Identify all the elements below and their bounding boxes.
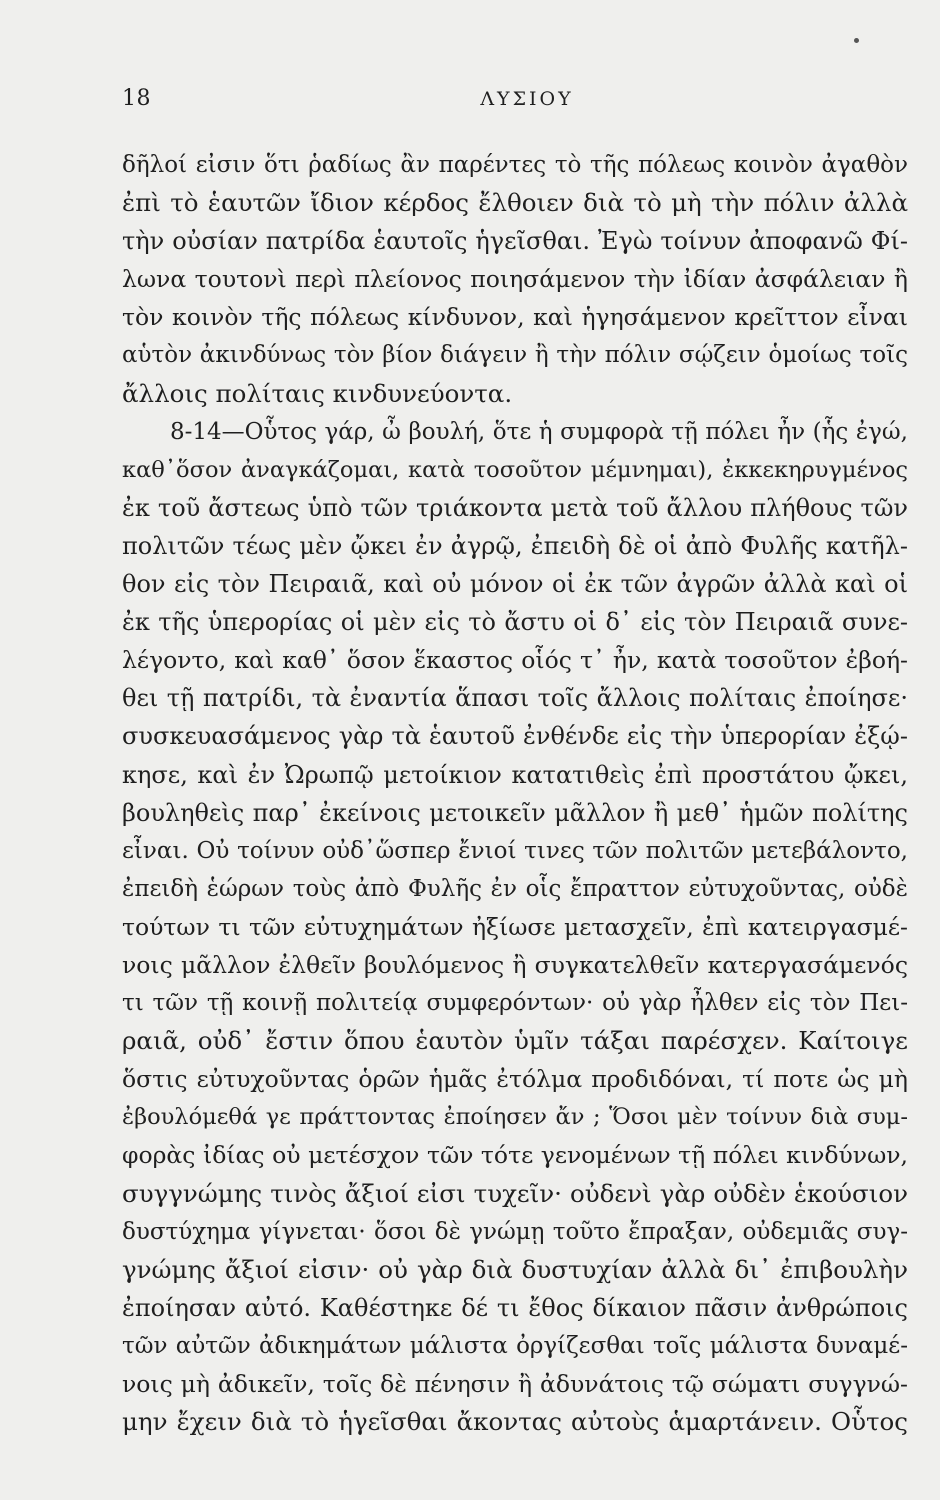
text-line: κησε, καὶ ἐν Ὠρωπῷ μετοίκιον κατατιθεὶς ἐπὶ προστάτου ᾤκει, xyxy=(122,760,908,789)
text-line: ἄλλοις πολίταις κινδυνεύοντα. xyxy=(122,378,513,408)
text-line: αὑτὸν ἀκινδύνως τὸν βίον διάγειν ἢ τὴν πόλιν σῴζειν ὁμοίως τοῖς xyxy=(122,342,908,369)
running-title: ΛΥΣΙΟΥ xyxy=(480,88,574,110)
text-line: τῶν αὐτῶν ἀδικημάτων μάλιστα ὀργίζεσθαι τοῖς μάλιστα δυναμέ- xyxy=(122,1332,908,1359)
ink-speck xyxy=(854,38,859,43)
text-line: λωνα τουτονὶ περὶ πλείονος ποιησάμενον τὴν ἰδίαν ἀσφάλειαν ἢ xyxy=(122,265,908,294)
text-line: πολιτῶν τέως μὲν ᾤκει ἐν ἀγρῷ, ἐπειδὴ δὲ οἱ ἀπὸ Φυλῆς κατῆλ- xyxy=(122,531,908,560)
text-line: ραιᾶ, οὐδ᾽ ἔστιν ὅπου ἑαυτὸν ὑμῖν τάξαι παρέσχεν. Καίτοιγε xyxy=(122,1026,908,1056)
text-line: τι τῶν τῇ κοινῇ πολιτείᾳ συμφερόντων· οὐ γὰρ ἦλθεν εἰς τὸν Πει- xyxy=(122,990,908,1017)
text-line: νοις μὴ ἀδικεῖν, τοῖς δὲ πένησιν ἢ ἀδυνάτοις τῷ σώματι συγγνώ- xyxy=(122,1370,908,1398)
text-line: τούτων τι τῶν εὐτυχημάτων ἠξίωσε μετασχεῖν, ἐπὶ κατειργασμέ- xyxy=(122,912,908,941)
page-header xyxy=(122,86,902,120)
text-line: τὸν κοινὸν τῆς πόλεως κίνδυνον, καὶ ἡγησάμενον κρεῖττον εἶναι xyxy=(122,303,908,332)
text-line: νοις μᾶλλον ἐλθεῖν βουλόμενος ἢ συγκατελθεῖν κατεργασάμενός xyxy=(122,950,908,979)
text-line: θει τῇ πατρίδι, τὰ ἐναντία ἅπασι τοῖς ἄλλοις πολίταις ἐποίησε· xyxy=(122,684,908,713)
text-line: δῆλοί εἰσιν ὅτι ῥαδίως ἂν παρέντες τὸ τῆς πόλεως κοινὸν ἀγαθὸν xyxy=(122,152,908,178)
text-line: συσκευασάμενος γὰρ τὰ ἑαυτοῦ ἐνθένδε εἰς τὴν ὑπερορίαν ἐξῴ- xyxy=(122,722,908,751)
text-line: τὴν οὐσίαν πατρίδα ἑαυτοῖς ἡγεῖσθαι. Ἐγὼ τοίνυν ἀποφανῶ Φί- xyxy=(122,227,908,256)
body-text xyxy=(122,146,908,1441)
text-line: φορὰς ἰδίας οὐ μετέσχον τῶν τότε γενομένων τῇ πόλει κινδύνων, xyxy=(122,1141,908,1170)
text-line: ὅστις εὐτυχοῦντας ὁρῶν ἡμᾶς ἐτόλμα προδιδόναι, τί ποτε ὡς μὴ xyxy=(122,1065,908,1094)
text-line: ἐπὶ τὸ ἑαυτῶν ἴδιον κέρδος ἔλθοιεν διὰ τὸ μὴ τὴν πόλιν ἀλλὰ xyxy=(122,188,908,218)
text-line: ἐκ τοῦ ἄστεως ὑπὸ τῶν τριάκοντα μετὰ τοῦ ἄλλου πλήθους τῶν xyxy=(122,493,908,522)
page-number: 18 xyxy=(122,86,151,111)
section-start-line: 8-14—Οὗτος γάρ, ὦ βουλή, ὅτε ἡ συμφορὰ τῇ πόλει ἦν (ἧς ἐγώ, xyxy=(170,418,908,445)
text-line: λέγοντο, καὶ καθ᾽ ὅσον ἕκαστος οἷός τ᾽ ἦν, κατὰ τοσοῦτον ἐβοή- xyxy=(122,646,908,675)
text-line: ἐποίησαν αὐτό. Καθέστηκε δέ τι ἔθος δίκαιον πᾶσιν ἀνθρώποις xyxy=(122,1293,908,1322)
text-line: δυστύχημα γίγνεται· ὅσοι δὲ γνώμῃ τοῦτο ἔπραξαν, οὐδεμιᾶς συγ- xyxy=(122,1218,908,1245)
text-line: ἐκ τῆς ὑπερορίας οἱ μὲν εἰς τὸ ἄστυ οἱ δ᾽ εἰς τὸν Πειραιᾶ συνε- xyxy=(122,608,908,637)
text-line: συγγνώμης τινὸς ἄξιοί εἰσι τυχεῖν· οὐδενὶ γὰρ οὐδὲν ἑκούσιον xyxy=(122,1178,908,1208)
text-line: εἶναι. Οὐ τοίνυν οὐδ᾽ὥσπερ ἔνιοί τινες τῶν πολιτῶν μετεβάλοντο, xyxy=(122,837,908,864)
text-line: καθ᾽ὅσον ἀναγκάζομαι, κατὰ τοσοῦτον μέμνημαι), ἐκκεκηρυγμένος xyxy=(122,456,908,483)
text-line: γνώμης ἄξιοί εἰσιν· οὐ γὰρ διὰ δυστυχίαν ἀλλὰ δι᾽ ἐπιβουλὴν xyxy=(122,1254,908,1284)
text-line: θον εἰς τὸν Πειραιᾶ, καὶ οὐ μόνον οἱ ἐκ τῶν ἀγρῶν ἀλλὰ καὶ οἱ xyxy=(122,570,908,599)
text-line: βουληθεὶς παρ᾽ ἐκείνοις μετοικεῖν μᾶλλον ἢ μεθ᾽ ἡμῶν πολίτης xyxy=(122,798,908,827)
text-line: μην ἔχειν διὰ τὸ ἡγεῖσθαι ἄκοντας αὐτοὺς ἁμαρτάνειν. Οὗτος xyxy=(122,1407,908,1437)
text-line: ἐπειδὴ ἑώρων τοὺς ἀπὸ Φυλῆς ἐν οἷς ἔπραττον εὐτυχοῦντας, οὐδὲ xyxy=(122,875,908,902)
text-line: ἐβουλόμεθά γε πράττοντας ἐποίησεν ἄν ; Ὅσοι μὲν τοίνυν διὰ συμ- xyxy=(122,1104,908,1131)
